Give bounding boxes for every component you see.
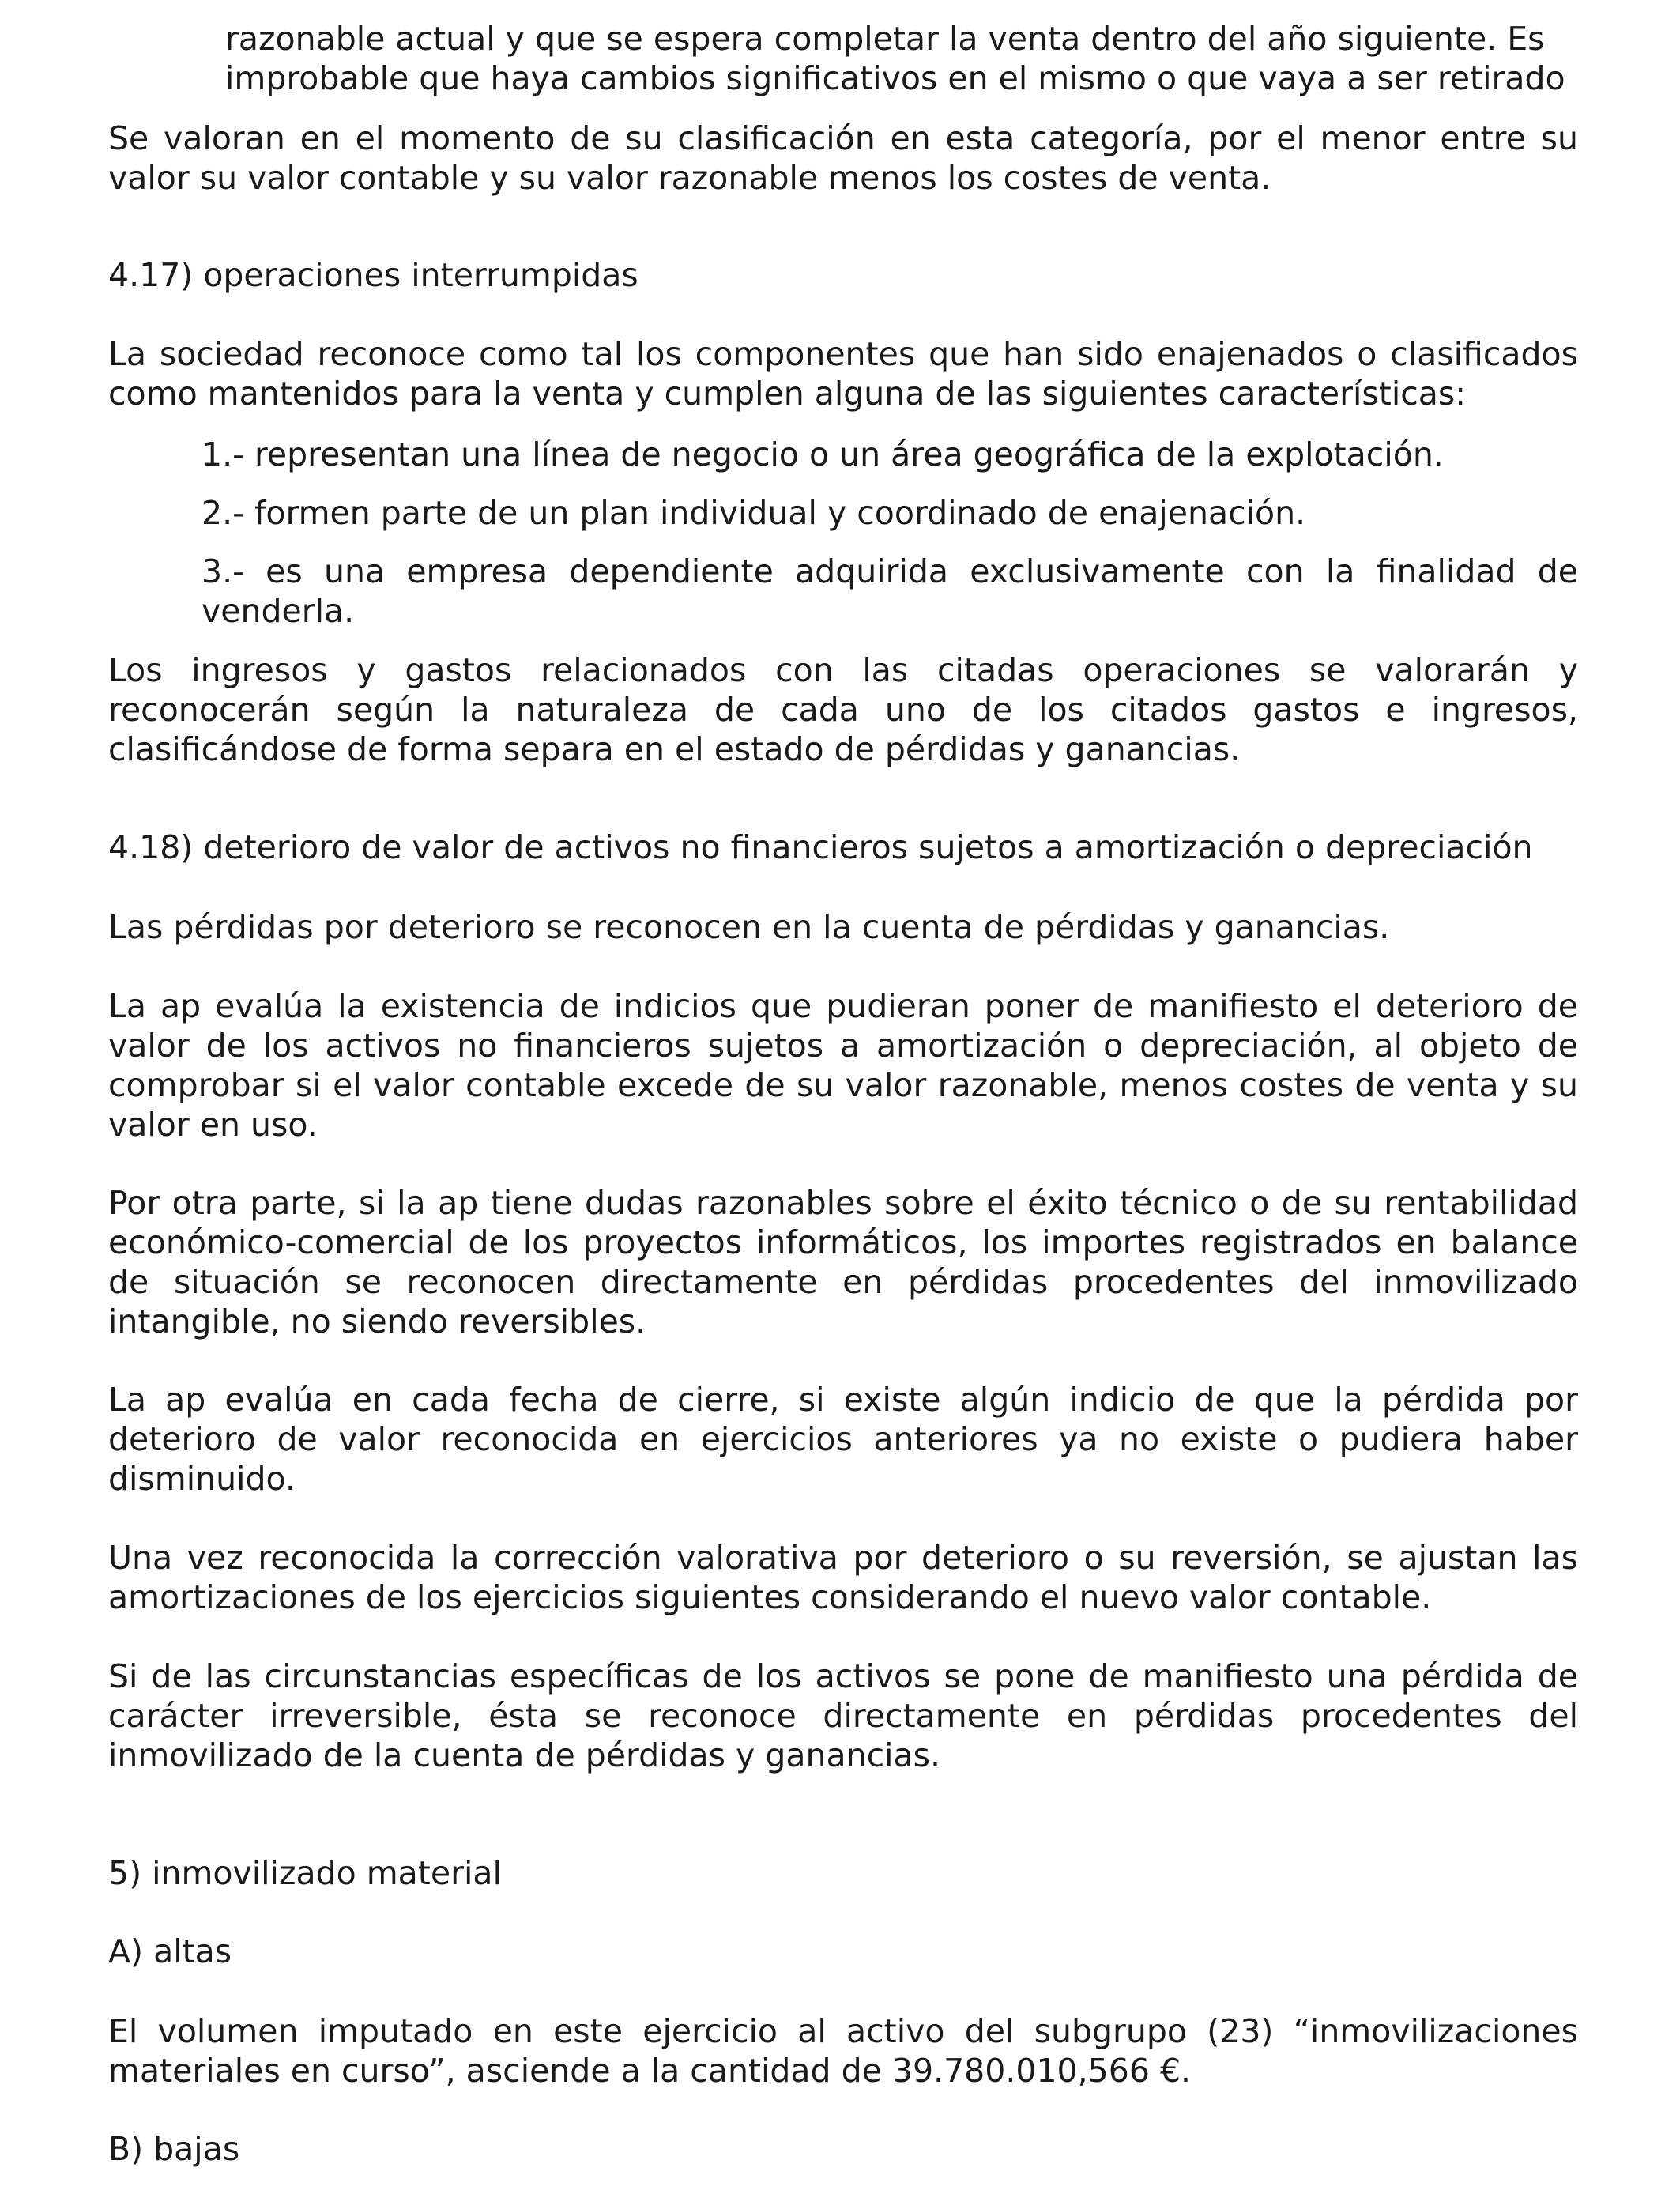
list-item-1: 1.- representan una línea de negocio o un área geográfica de la explotación. [202,435,1444,473]
paragraph-4-18-a: Las pérdidas por deterioro se reconocen en la cuenta de pérdidas y ganancias. [108,908,1390,946]
paragraph-4-17-ingresos: Los ingresos y gastos relacionados con las citadas operaciones se valorarán y reconocerán según la naturaleza de cada uno de los citados gastos e ingresos, clasificándose de forma separa en el estado de pérdidas y ganancias. [108,651,1578,768]
continued-text-line-1: razonable actual y que se espera completar la venta dentro del año siguiente. Es [225,20,1545,58]
list-item-3: 3.- es una empresa dependiente adquirida exclusivamente con la finalidad de venderla. [202,552,1578,630]
continued-text-line-2: improbable que haya cambios significativos en el mismo o que vaya a ser retirado [225,59,1565,97]
heading-4-17: 4.17) operaciones interrumpidas [108,256,638,294]
heading-5: 5) inmovilizado material [108,1854,502,1892]
list-item-2: 2.- formen parte de un plan individual y coordinado de enajenación. [202,494,1306,532]
paragraph-4-18-c: Por otra parte, si la ap tiene dudas razonables sobre el éxito técnico o de su rentabilidad económico-comercial de los proyectos informáticos, los importes registrados en balance de situación se reconocen directamente en pérdidas procedentes del inmovilizado intangible, no siendo reversibles. [108,1184,1578,1340]
paragraph-valoracion: Se valoran en el momento de su clasificación en esta categoría, por el menor entre su valor su valor contable y su valor razonable menos los costes de venta. [108,119,1578,197]
heading-5-b: B) bajas [108,2130,240,2168]
heading-4-18: 4.18) deterioro de valor de activos no financieros sujetos a amortización o depreciación [108,828,1533,866]
paragraph-4-18-d: La ap evalúa en cada fecha de cierre, si existe algún indicio de que la pérdida por deterioro de valor reconocida en ejercicios anteriores ya no existe o pudiera haber disminuido. [108,1381,1578,1498]
heading-5-a: A) altas [108,1932,232,1970]
paragraph-5-a: El volumen imputado en este ejercicio al activo del subgrupo (23) “inmovilizaciones materiales en curso”, asciende a la cantidad de 39.780.010,566 €. [108,2012,1578,2090]
paragraph-4-18-b: La ap evalúa la existencia de indicios que pudieran poner de manifiesto el deterioro de valor de los activos no financieros sujetos a amortización o depreciación, al objeto de comprobar si el valor contable excede de su valor razonable, menos costes de venta y su valor en uso. [108,987,1578,1144]
paragraph-4-18-e: Una vez reconocida la corrección valorativa por deterioro o su reversión, se ajustan las amortizaciones de los ejercicios siguientes considerando el nuevo valor contable. [108,1539,1578,1616]
paragraph-4-17-intro: La sociedad reconoce como tal los componentes que han sido enajenados o clasificados como mantenidos para la venta y cumplen alguna de las siguientes características: [108,335,1578,413]
paragraph-4-18-f: Si de las circunstancias específicas de los activos se pone de manifiesto una pérdida de carácter irreversible, ésta se reconoce directamente en pérdidas procedentes del inmovilizado de la cuenta de pérdidas y ganancias. [108,1657,1578,1774]
